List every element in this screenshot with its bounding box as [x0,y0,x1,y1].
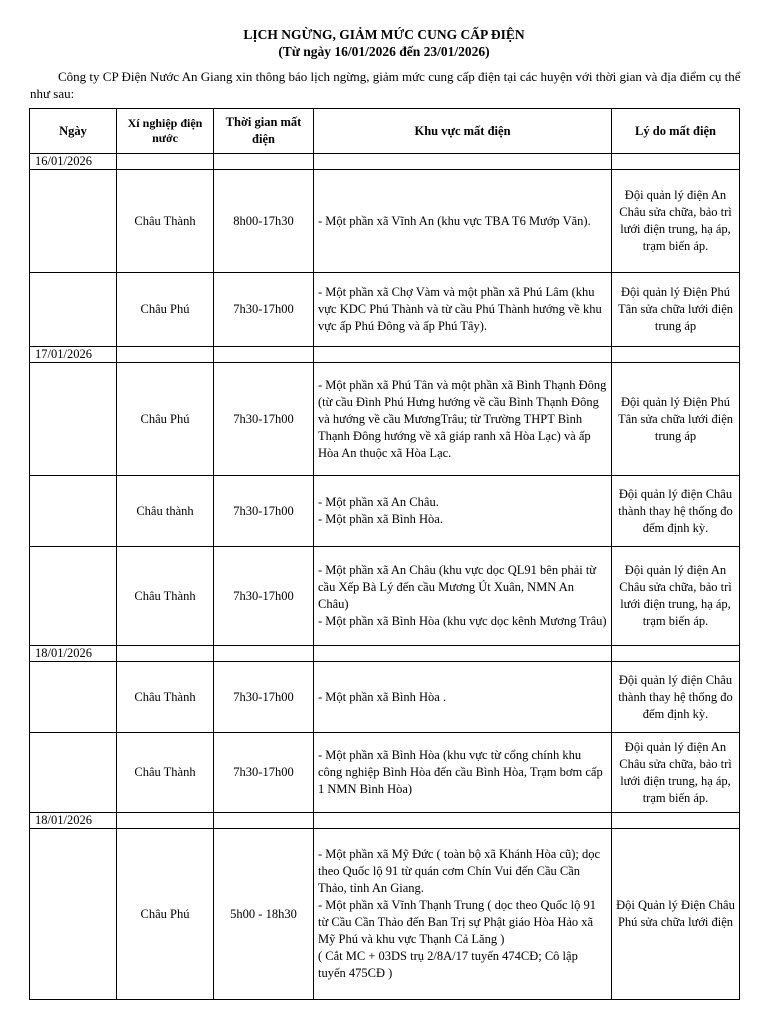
unit-cell: Châu Thành [117,547,214,646]
unit-cell: Châu Thành [117,662,214,733]
time-cell: 7h30-17h00 [214,273,314,347]
date-cell: 18/01/2026 [30,646,117,662]
reason-cell: Đội quản lý điện An Châu sửa chữa, bảo trì lưới điện trung, hạ áp, trạm biến áp. [612,733,740,813]
area-line: - Một phần xã Bình Hòa (khu vực từ cổng chính khu công nghiệp Bình Hòa đến cầu Bình Hòa, Trạm bơm cấp 1 NMN Bình Hòa) [318,748,603,796]
unit-cell: Châu Thành [117,733,214,813]
page-subtitle: (Từ ngày 16/01/2026 đến 23/01/2026) [278,44,490,59]
area-cell [314,273,612,347]
unit-cell: Châu Thành [117,170,214,273]
area-line: - Một phần xã Bình Hòa . [318,689,447,704]
header-time: Thời gian mất điện [214,109,314,154]
date-row [30,347,740,363]
area-cell [314,363,612,476]
outage-schedule-table [29,108,740,1000]
page-title: LỊCH NGỪNG, GIẢM MỨC CUNG CẤP ĐIỆN [243,27,525,42]
table-row [30,273,740,347]
area-line: - Một phần xã Bình Hòa. [318,512,443,526]
unit-cell: Châu thành [117,476,214,547]
header-reason: Lý do mất điện [612,109,740,154]
reason-cell: Đội quản lý điện An Châu sửa chữa, bảo trì lưới điện trung, hạ áp, trạm biến áp. [612,547,740,646]
time-cell: 7h30-17h00 [214,662,314,733]
table-row [30,547,740,646]
area-cell [314,733,612,813]
reason-cell: Đội Quản lý Điện Châu Phú sửa chữa lưới điện [612,829,740,1000]
table-row [30,829,740,1000]
date-cell: 18/01/2026 [30,813,117,829]
area-line: - Một phần xã Phú Tân và một phần xã Bình Thạnh Đông (từ cầu Đình Phú Hưng hướng về cầu Bình Thạnh Đông và hướng về cầu MươngTrâu; từ Trường THPT Bình Thạnh Đông hướng về xã giáp ranh xã Hòa Lạc) và ấp Hòa An thuộc xã Hòa Lạc. [318,377,607,460]
time-cell: 7h30-17h00 [214,476,314,547]
unit-cell: Châu Phú [117,273,214,347]
time-cell: 7h30-17h00 [214,363,314,476]
area-line: - Một phần xã Vĩnh An (khu vực TBA T6 Mướp Văn). [318,213,591,228]
reason-cell: Đội quản lý điện Châu thành thay hệ thống đo đếm định kỳ. [612,476,740,547]
reason-cell: Đội quản lý Điện Phú Tân sửa chữa lưới điện trung áp [612,363,740,476]
header-date: Ngày [30,109,117,154]
date-cell: 17/01/2026 [30,347,117,363]
table-row [30,733,740,813]
date-row [30,154,740,170]
area-cell [314,170,612,273]
table-row [30,363,740,476]
area-line: - Một phần xã Bình Hòa (khu vực dọc kênh Mương Trâu) [318,614,607,628]
table-row [30,662,740,733]
date-row [30,646,740,662]
reason-cell: Đội quản lý Điện Phú Tân sửa chữa lưới điện trung áp [612,273,740,347]
table-row [30,170,740,273]
area-line: - Một phần xã An Châu (khu vực dọc QL91 bên phải từ cầu Xếp Bà Lý đến cầu Mương Út Xuân, NMN An Châu) [318,563,597,611]
reason-cell: Đội quản lý điện An Châu sửa chữa, bảo trì lưới điện trung, hạ áp, trạm biến áp. [612,170,740,273]
time-cell: 7h30-17h00 [214,547,314,646]
table-header-row [30,109,740,154]
unit-cell: Châu Phú [117,363,214,476]
table-row [30,476,740,547]
header-area: Khu vực mất điện [314,109,612,154]
date-row [30,813,740,829]
unit-cell: Châu Phú [117,829,214,1000]
reason-cell: Đội quản lý điện Châu thành thay hệ thống đo đếm định kỳ. [612,662,740,733]
intro-paragraph: Công ty CP Điện Nước An Giang xin thông báo lịch ngừng, giảm mức cung cấp điện tại các huyện với thời gian và địa điểm cụ thể như sau: [30,69,741,101]
area-cell [314,547,612,646]
date-cell: 16/01/2026 [30,154,117,170]
area-cell [314,829,612,1000]
area-cell [314,476,612,547]
area-line: - Một phần xã An Châu. [318,495,439,509]
area-line: - Một phần xã Vĩnh Thạnh Trung ( dọc theo Quốc lộ 91 từ Cầu Cần Thảo đến Ban Trị sự Phật giáo Hòa Hảo xã Mỹ Phú và khu vực Thạnh Cả Lăng ) [318,898,596,946]
time-cell: 8h00-17h30 [214,170,314,273]
area-line: - Một phần xã Mỹ Đức ( toàn bộ xã Khánh Hòa cũ); dọc theo Quốc lộ 91 từ quán cơm Chín Vui đến Cầu Cần Thảo, tỉnh An Giang. [318,847,601,895]
time-cell: 5h00 - 18h30 [214,829,314,1000]
area-cell [314,662,612,733]
time-cell: 7h30-17h00 [214,733,314,813]
header-unit: Xí nghiệp điện nước [117,109,214,154]
area-line: ( Cắt MC + 03DS trụ 2/8A/17 tuyến 474CĐ; Cô lập tuyến 475CĐ ) [318,949,578,980]
area-line: - Một phần xã Chợ Vàm và một phần xã Phú Lâm (khu vực KDC Phú Thành và từ cầu Phú Thành hướng về khu vực ấp Phú Đông và ấp Phú Tây). [318,285,602,333]
